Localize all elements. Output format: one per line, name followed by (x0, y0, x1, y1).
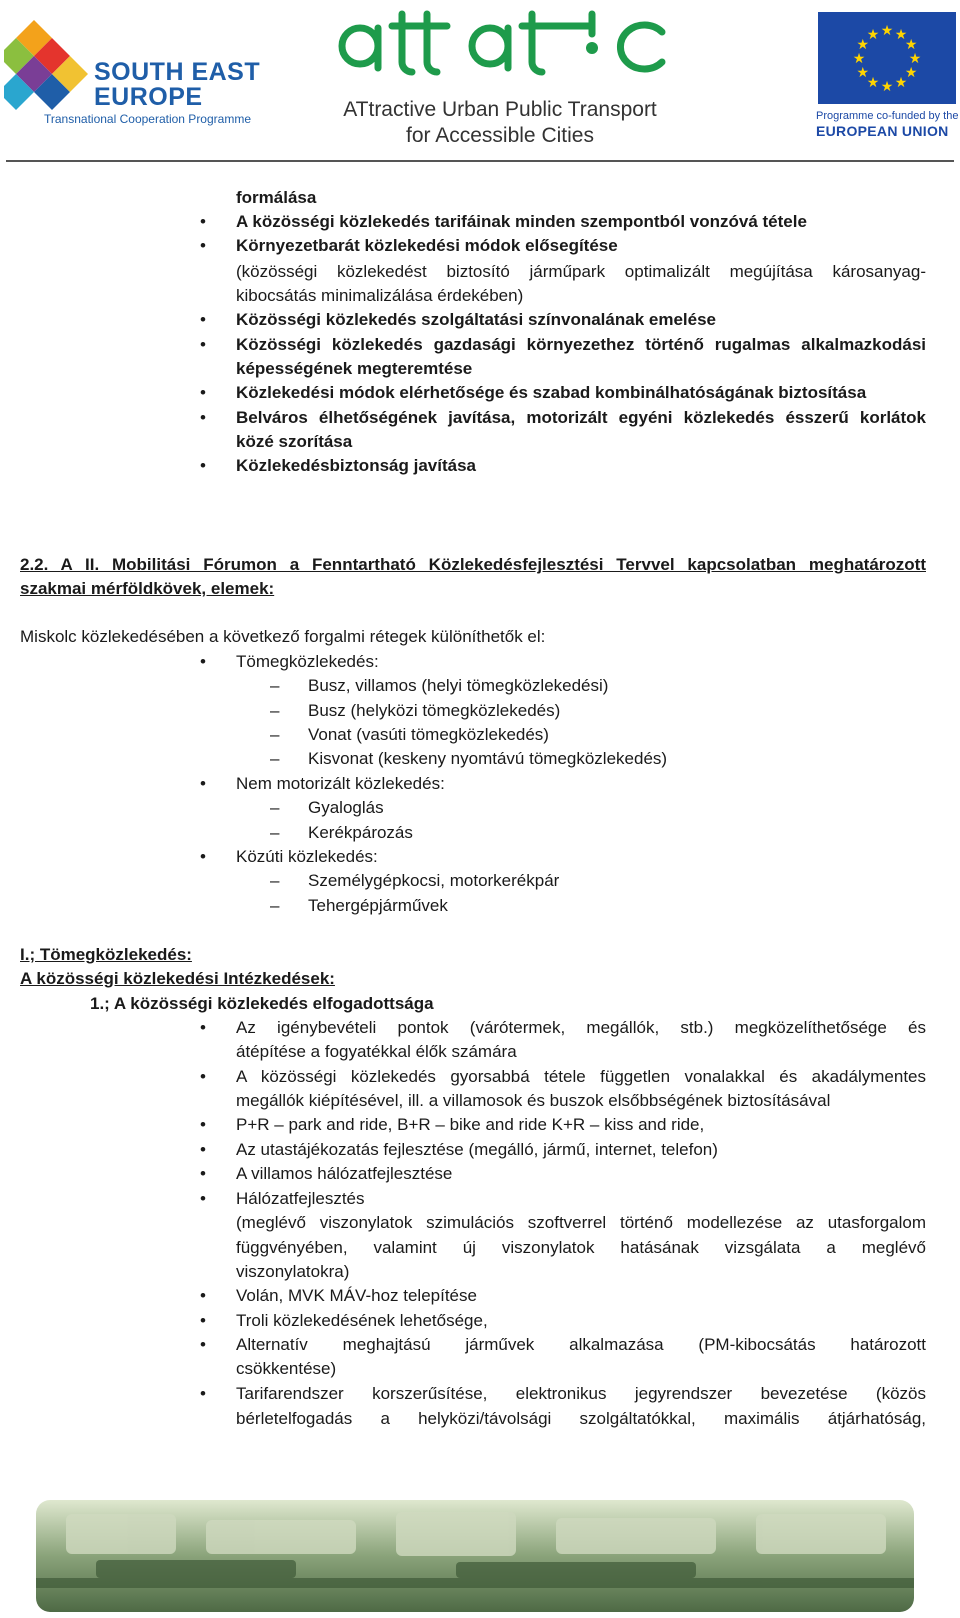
bullet-dot: • (200, 1018, 206, 1037)
sub-item: Tehergépjárművek (308, 896, 448, 915)
dash-marker: – (270, 725, 280, 744)
list-item-note: kibocsátás minimalizálása érdekében) (236, 286, 524, 305)
list-item: Közösségi közlekedés szolgáltatási színvonalának emelése (236, 310, 716, 329)
list-item: képességének megteremtése (236, 359, 473, 378)
page-header (0, 0, 960, 165)
bullet-dot: • (200, 236, 206, 255)
measures-title-2: A közösségi közlekedési Intézkedések: (20, 969, 335, 988)
measure-line: (meglévő viszonylatok szimulációs szoftverrel történő modellezése az utasforgalom (236, 1213, 926, 1232)
eu-star-icon: ★ (904, 64, 918, 80)
measure-line: Volán, MVK MÁV-hoz telepítése (236, 1286, 477, 1305)
eu-funding-note: Programme co-funded by the (816, 110, 959, 122)
sub-item: Vonat (vasúti tömegközlekedés) (308, 725, 549, 744)
eu-star-icon: ★ (908, 50, 922, 66)
header-divider (6, 160, 954, 162)
list-item: Környezetbarát közlekedési módok elősegítése (236, 236, 618, 255)
section-heading-cont: szakmai mérföldkövek, elemek: (20, 579, 275, 598)
measure-line: Az utastájékozatás fejlesztése (megálló, jármű, internet, telefon) (236, 1140, 718, 1159)
eu-star-icon: ★ (866, 74, 880, 91)
dash-marker: – (270, 701, 280, 720)
sub-item: Kisvonat (keskeny nyomtávú tömegközlekedés) (308, 749, 668, 768)
measure-line: átépítése a fogyatékkal élők számára (236, 1042, 517, 1061)
bullet-dot: • (200, 847, 206, 866)
see-logo-line2: EUROPE (94, 83, 203, 111)
bullet-dot: • (200, 1164, 206, 1183)
attac-tagline (300, 97, 700, 149)
sub-item: Busz, villamos (helyi tömegközlekedési) (308, 676, 609, 695)
bullet-dot: • (200, 456, 206, 475)
dash-marker: – (270, 798, 280, 817)
bullet-dot: • (200, 1115, 206, 1134)
eu-name: EUROPEAN UNION (816, 123, 949, 139)
measure-line: bérletelfogadás a helyközi/távolsági szolgáltatókkal, maximális átjárhatóság, (236, 1409, 926, 1428)
dash-marker: – (270, 676, 280, 695)
list-item: Közlekedési módok elérhetősége és szabad kombinálhatóságának biztosítása (236, 383, 867, 402)
bullet-dot: • (200, 1286, 206, 1305)
sub-item: Busz (helyközi tömegközlekedés) (308, 701, 561, 720)
group-label: Tömegközlekedés: (236, 652, 379, 671)
measure-line: A közösségi közlekedés gyorsabbá tétele független vonalakkal és akadálymentes (236, 1067, 926, 1086)
bullet-continuation: formálása (236, 188, 317, 207)
measures-title: I.; Tömegközlekedés: (20, 945, 192, 964)
list-item: Közösségi közlekedés gazdasági környezethez történő rugalmas alkalmazkodási (236, 335, 926, 354)
eu-star-icon: ★ (894, 25, 908, 42)
bullet-dot: • (200, 212, 206, 231)
dash-marker: – (270, 823, 280, 842)
bullet-dot: • (200, 652, 206, 671)
bullet-dot: • (200, 310, 206, 329)
measure-line: Tarifarendszer korszerűsítése, elektronikus jegyrendszer bevezetése (közös (236, 1384, 926, 1403)
list-item-note: (közösségi közlekedést biztosító járműpark optimalizált megújítása károsanyag- (236, 262, 926, 281)
measures-subtitle: 1.; A közösségi közlekedés elfogadottsága (90, 994, 434, 1013)
list-item: Közlekedésbiztonság javítása (236, 456, 476, 475)
sub-item: Gyaloglás (308, 798, 384, 817)
section-heading: 2.2. A II. Mobilitási Fórumon a Fenntartható Közlekedésfejlesztési Tervvel kapcsolatban meghatározott (20, 555, 926, 574)
bullet-dot: • (200, 383, 206, 402)
measure-line: Az igénybevételi pontok (várótermek, megállók, stb.) megközelíthetősége és (236, 1018, 926, 1037)
group-label: Közúti közlekedés: (236, 847, 378, 866)
dash-marker: – (270, 749, 280, 768)
sub-item: Kerékpározás (308, 823, 413, 842)
eu-star-icon: ★ (866, 25, 880, 42)
list-item: közé szorítása (236, 432, 353, 451)
eu-star-icon: ★ (880, 78, 894, 94)
bullet-dot: • (200, 1335, 206, 1354)
eu-star-icon: ★ (856, 36, 870, 52)
dash-marker: – (270, 896, 280, 915)
eu-star-icon: ★ (894, 74, 908, 91)
list-item: A közösségi közlekedés tarifáinak minden szempontból vonzóvá tétele (236, 212, 807, 231)
bullet-dot: • (200, 1311, 206, 1330)
eu-star-icon: ★ (852, 50, 866, 66)
bullet-dot: • (200, 1189, 206, 1208)
attac-tagline-line2: for Accessible Cities (406, 124, 594, 147)
measure-line: Troli közlekedésének lehetősége, (236, 1311, 488, 1330)
eu-star-icon: ★ (880, 22, 894, 38)
bullet-dot: • (200, 1384, 206, 1403)
group-label: Nem motorizált közlekedés: (236, 774, 445, 793)
eu-star-icon: ★ (856, 64, 870, 80)
eu-flag-icon (818, 12, 956, 104)
attac-tagline-line1: ATtractive Urban Public Transport (343, 98, 657, 121)
bullet-dot: • (200, 335, 206, 354)
attac-logo-icon (332, 6, 672, 86)
measure-line: függvényében, valamint új viszonylatok hatásának vizsgálata a meglévő (236, 1238, 926, 1257)
see-logo-text (94, 60, 260, 110)
section-intro: Miskolc közlekedésében a következő forgalmi rétegek különíthetők el: (20, 627, 546, 646)
measure-line: Alternatív meghajtású járművek alkalmazása (PM-kibocsátás határozott (236, 1335, 926, 1354)
measure-line: A villamos hálózatfejlesztése (236, 1164, 453, 1183)
sub-item: Személygépkocsi, motorkerékpár (308, 871, 560, 890)
footer-photo-band-icon (36, 1500, 914, 1612)
measure-line: Hálózatfejlesztés (236, 1189, 365, 1208)
measure-line: P+R – park and ride, B+R – bike and ride K+R – kiss and ride, (236, 1115, 705, 1134)
bullet-dot: • (200, 774, 206, 793)
see-logo-subtitle: Transnational Cooperation Programme (44, 112, 251, 126)
bullet-dot: • (200, 408, 206, 427)
dash-marker: – (270, 871, 280, 890)
measure-line: viszonylatokra) (236, 1262, 350, 1281)
measure-line: megállók kiépítésével, ill. a villamosok és buszok elsőbbségének biztosításával (236, 1091, 831, 1110)
list-item: Belváros élhetőségének javítása, motorizált egyéni közlekedés ésszerű korlátok (236, 408, 926, 427)
measure-line: csökkentése) (236, 1359, 337, 1378)
eu-star-icon: ★ (904, 36, 918, 52)
bullet-dot: • (200, 1140, 206, 1159)
bullet-dot: • (200, 1067, 206, 1086)
see-logo-line1: SOUTH EAST (94, 58, 261, 86)
